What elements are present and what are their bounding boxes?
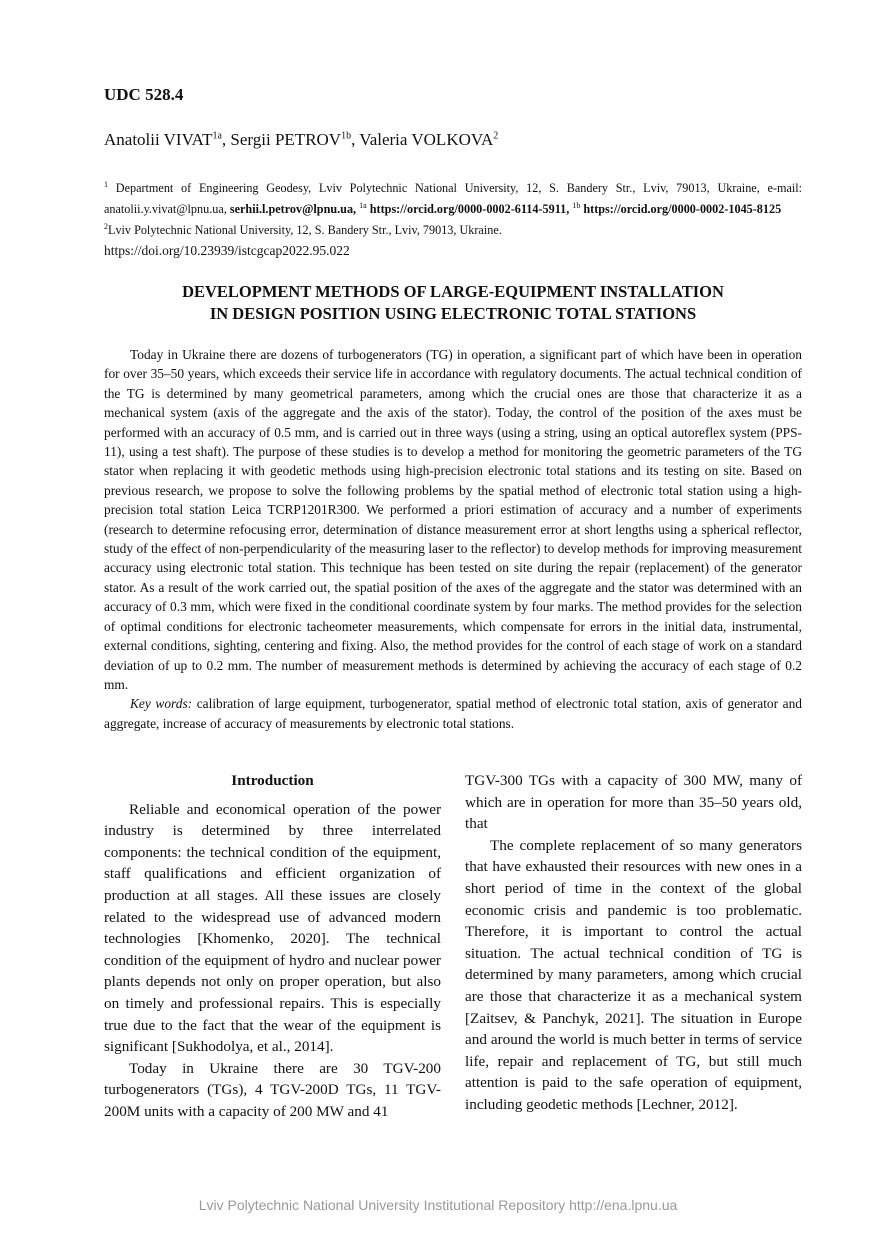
author-list: Anatolii $VIVAT^{1a}$, Sergii $PETROV^{1b}$, Valeria VOLKOVA$^2$ (104, 130, 499, 149)
affiliation-number: 1 (104, 180, 108, 189)
author-superscript: 1a (212, 130, 222, 142)
repository-footer: Lviv Polytechnic National University Institutional Repository http://ena.lpnu.ua (198, 1197, 678, 1213)
orcid-superscript: 1a (359, 201, 367, 211)
left-column (104, 770, 441, 1123)
paragraph: Reliable and economical operation of the power industry is determined by three interrelated components: the technical condition of the equipment, staff qualifications and efficient organization of production at all stages. All these issues are closely related to the widespread use of advanced modern technologies [Khomenko, 2020]. The technical condition of the equipment of hydro and nuclear power plants depends not only on proper operation, but also on timely and professional repairs. This is especially true due to the fact that the wear of the equipment is significant [Sukhodolya, et al., 2014]. (104, 800, 441, 1056)
udc-code: UDC 528.4 (104, 85, 184, 104)
author-superscript: 2 (493, 130, 499, 142)
paragraph: The complete replacement of so many generators that have exhausted their resources with new ones in a short period of time in the context of the global economic crisis and pandemic is too problematic. Therefore, it is important to control the actual situation. The actual technical condition of TG is determined by many parameters, among which crucial are those that characterize it as a mechanical system [Zaitsev, & Panchyk, 2021]. The situation in Europe and around the world is much better in terms of service life, repair and replacement of TG, but still much attention is paid to the safe operation of equipment, including geodetic methods [Lechner, 2012]. (465, 836, 802, 1113)
keywords-text: calibration of large equipment, turbogenerator, spatial method of electronic total station, axis of generator and aggregate, increase of accuracy of measurements by electronic total stations. (104, 696, 802, 731)
doi-link[interactable]: https://doi.org/10.23939/istcgcap2022.95.022 (104, 243, 350, 258)
affiliation-number: 2 (104, 222, 108, 232)
paragraph: Today in Ukraine there are 30 TGV-200 turbogenerators (TGs), 4 TGV-200D TGs, 11 TGV-200M units with a capacity of 200 MW and 41 (104, 1059, 441, 1120)
affiliations (104, 176, 802, 239)
abstract-text: Today in Ukraine there are dozens of turbogenerators (TG) in operation, a significant part of which have been in operation for over 35–50 years, which exceeds their service life in accordance with regulatory documents. The actual technical condition of the TG is determined by many geometrical parameters, among which the crucial ones are those that characterize it as a mechanical system (axis of the aggregate and the axis of the stator). Today, the control of the position of the axes must be performed with an accuracy of 0.5 mm, and is carried out in three ways (using a string, using an optical autoreflex system (PPS-11), using a test shaft). The purpose of these studies is to develop a method for monitoring the geometric parameters of the TG stator when replacing it with geodetic methods using high-precision electronic total stations and its testing on site. Based on previous research, we propose to solve the following problems by the spatial method of electronic total station using a high-precision total station Leica TCRP1201R300. We performed a priori estimation of accuracy and a number of experiments (research to determine refocusing error, determination of distance measurement error at short lengths using a spherical reflector, study of the effect of non-perpendicularity of the measuring laser to the reflector) to develop methods for improving measurement accuracy using electronic total station. This technique has been tested on site during the repair (replacement) of the generator stator. As a result of the work carried out, the spatial position of the axes of the aggregate and the stator was determined with an accuracy of 0.3 mm, which were fixed in the conditional coordinate system by four marks. The method provides for the selection of optimal conditions for electronic tacheometer measurements, which compensate for errors in the initial data, instrumental, external conditions, sighting, centering and fixing. Also, the method provides for the control of each stage of work on a standard deviation of up to 0.2 mm. The number of measurement methods is determined by achieving the accuracy of each stage of 0.2 mm. (104, 347, 802, 692)
author-name: Sergii PETROV (230, 130, 342, 149)
title-line: IN DESIGN POSITION USING ELECTRONIC TOTAL STATIONS (209, 304, 697, 323)
keywords (104, 694, 802, 733)
orcid-superscript: 1b (572, 201, 581, 211)
affiliation-1-text: Department of Engineering Geodesy, Lviv Polytechnic National University, 12, S. Bandery Str., Lviv, 79013, Ukraine, e-mail: anatolii.y.vivat@lpnu.ua, (104, 181, 803, 217)
section-heading: Introduction (231, 772, 314, 789)
paper-title (104, 281, 802, 325)
orcid-link[interactable]: https://orcid.org/0000-0002-6114-5911, (369, 202, 570, 217)
author-superscript: 1b (341, 130, 352, 142)
affiliation-2-text: Lviv Polytechnic National University, 12, S. Bandery Str., Lviv, 79013, Ukraine. (108, 223, 502, 238)
title-line: DEVELOPMENT METHODS OF LARGE-EQUIPMENT INSTALLATION (182, 282, 724, 301)
orcid-link[interactable]: https://orcid.org/0000-0002-1045-8125 (583, 202, 782, 217)
right-column (465, 770, 802, 1116)
author-name: Anatolii VIVAT (104, 130, 213, 149)
author-name: Valeria VOLKOVA (359, 130, 494, 149)
paragraph: TGV-300 TGs with a capacity of 300 MW, many of which are in operation for more than 35–50 years old, that (465, 772, 802, 833)
email-link[interactable]: serhii.l.petrov@lpnu.ua, (229, 202, 357, 217)
abstract (104, 345, 802, 733)
keywords-label: Key words: (130, 696, 193, 712)
